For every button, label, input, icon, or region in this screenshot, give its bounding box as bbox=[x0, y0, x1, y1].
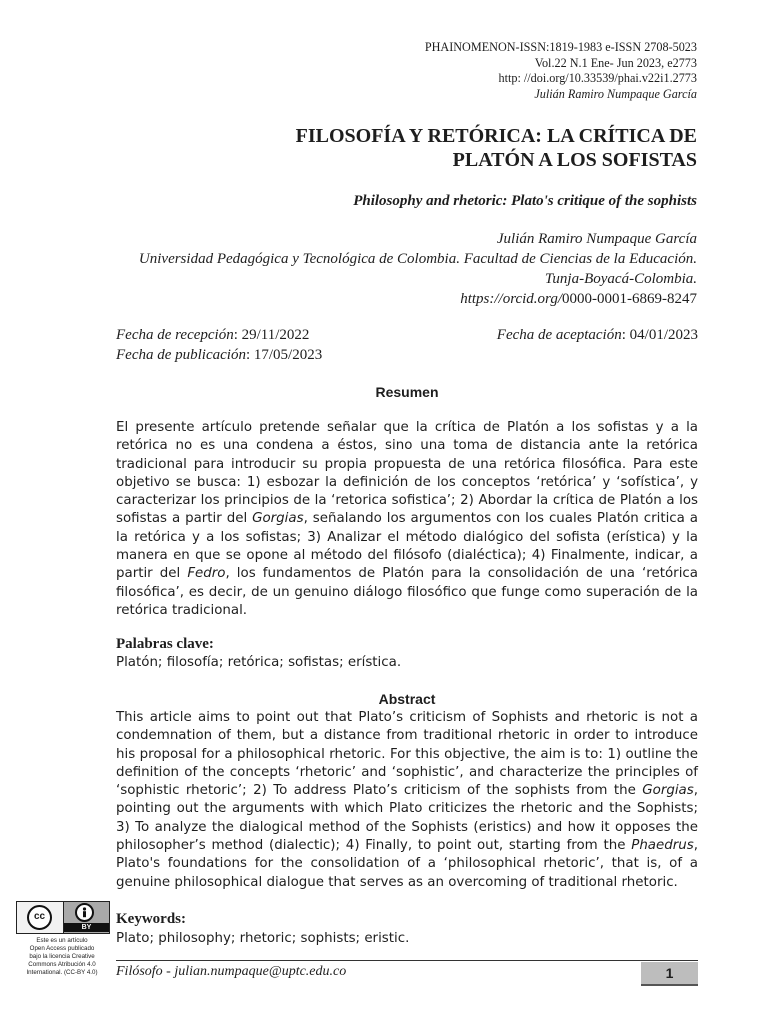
title-line-2: PLATÓN A LOS SOFISTAS bbox=[452, 149, 697, 171]
author-block bbox=[77, 229, 697, 309]
cc-icon-label: cc bbox=[33, 911, 46, 922]
accepted-value: : 04/01/2023 bbox=[621, 327, 698, 343]
by-label-bar bbox=[64, 923, 109, 932]
english-title-italic: Philosophy and rhetoric bbox=[353, 193, 503, 209]
journal-issn: PHAINOMENON-ISSN:1819-1983 e-ISSN 2708-5023 bbox=[424, 40, 697, 54]
person-icon bbox=[75, 903, 94, 922]
cc-logo-panel bbox=[17, 902, 64, 933]
cc-license bbox=[16, 901, 108, 977]
abstract-text-3: , Plato's foundations for the consolidation of a ‘philosophical rhetoric’, that is, of a genuine philosophical dialogue that serves as an overcoming of traditional rhetoric. bbox=[116, 838, 698, 890]
footer-divider bbox=[116, 960, 698, 961]
author-location: Tunja-Boyacá-Colombia. bbox=[544, 271, 697, 287]
resumen-text-3: , los fundamentos de Platón para la consolidación de una ‘retórica filosófica’, es decir, de un genuino diálogo filosófico que funge como superación de la retórica tradicional. bbox=[116, 566, 698, 618]
keywords-heading: Keywords: bbox=[116, 911, 186, 927]
resumen-fedro: Fedro bbox=[187, 566, 226, 582]
abstract-phaedrus: Phaedrus bbox=[631, 838, 694, 854]
footer-author-email: Filósofo - julian.numpaque@uptc.edu.co bbox=[116, 964, 347, 979]
resumen-text-1: El presente artículo pretende señalar que la crítica de Platón a los sofistas y a la retórica no es una condena a éstos, sino una toma de distancia ante la retórica tradicional para introducir su propia propuesta de una retórica filosófica. Para este objetivo se busca: 1) esbozar la definición de los conceptos ‘retórica’ y ‘sofística’, y caracterizar los principios de la ‘retorica sofistica’; 2) Abordar la crítica de Platón a los sofistas a partir del bbox=[116, 420, 698, 527]
palabras-clave-text: Platón; filosofía; retórica; sofistas; erística. bbox=[116, 655, 402, 670]
accepted-label: Fecha de aceptación bbox=[496, 327, 622, 343]
keywords-text: Plato; philosophy; rhetoric; sophists; eristic. bbox=[116, 931, 410, 946]
author-name: Julián Ramiro Numpaque García bbox=[496, 231, 697, 247]
title-line-1: FILOSOFÍA Y RETÓRICA: LA CRÍTICA DE bbox=[295, 125, 697, 147]
abstract-heading: Abstract bbox=[378, 691, 436, 707]
page-number: 1 bbox=[641, 962, 698, 986]
published-value: : 17/05/2023 bbox=[245, 347, 323, 363]
received-label: Fecha de recepción bbox=[116, 327, 234, 343]
dates-row-1 bbox=[116, 325, 698, 345]
person-icon-glyph bbox=[77, 905, 92, 920]
abstract-text-1: This article aims to point out that Plato’s criticism of Sophists and rhetoric is not a condemnation of them, but a distance from traditional rhetoric in order to introduce his proposal for a philosophical rhetoric. For this objective, the aim is to: 1) outline the definition of the concepts ‘rhetoric’ and ‘sophistic’, and characterize the principles of ‘sophistic rhetoric’; 2) To address Plato’s criticism of the sophists from the bbox=[116, 710, 698, 799]
abstract-paragraph bbox=[116, 709, 698, 892]
journal-metadata bbox=[425, 40, 697, 102]
english-title bbox=[137, 193, 697, 210]
license-line-2: Open Access publicado bbox=[29, 945, 95, 952]
article-title bbox=[137, 124, 697, 172]
abstract-text-2: , pointing out the arguments with which Plato criticizes the rhetoric and the Sophists; 3) To analyze the dialogical method of the Sophists (eristics) and how it opposes the philosopher’s method (dialectic); 4) Finally, to point out, starting from the bbox=[116, 783, 698, 854]
journal-volume: Vol.22 N.1 Ene- Jun 2023, e2773 bbox=[534, 55, 697, 70]
received-date bbox=[116, 325, 309, 345]
by-label: BY bbox=[81, 924, 92, 931]
orcid-link[interactable] bbox=[77, 289, 697, 309]
resumen-paragraph bbox=[116, 419, 698, 620]
cc-by-badge[interactable] bbox=[16, 901, 110, 934]
published-label: Fecha de publicación bbox=[116, 347, 246, 363]
license-line-1: Este es un artículo bbox=[36, 937, 88, 944]
orcid-id: 0000-0001-6869-8247 bbox=[562, 291, 697, 307]
resumen-gorgias: Gorgias bbox=[252, 511, 304, 527]
palabras-clave-heading: Palabras clave: bbox=[116, 636, 214, 652]
received-value: : 29/11/2022 bbox=[233, 327, 310, 343]
cc-icon bbox=[27, 905, 52, 930]
license-text bbox=[16, 937, 108, 977]
author-affiliation: Universidad Pedagógica y Tecnológica de Colombia. Facultad de Ciencias de la Educación. bbox=[138, 251, 697, 267]
english-title-rest: : Plato's critique of the sophists bbox=[502, 193, 697, 209]
license-line-3: bajo la licencia Creative bbox=[29, 953, 95, 960]
license-line-4: Commons Atribución 4.0 bbox=[28, 961, 96, 968]
accepted-date bbox=[497, 325, 698, 345]
published-date bbox=[116, 345, 698, 365]
doi-link[interactable]: http: //doi.org/10.33539/phai.v22i1.2773 bbox=[498, 71, 697, 85]
article-dates bbox=[116, 325, 698, 365]
license-line-5: International. (CC-BY 4.0) bbox=[26, 969, 98, 976]
resumen-text-2: , señalando los argumentos con los cuales Platón critica a la retórica y a los sofistas; 3) Analizar el método dialógico del sofista (erística) y la manera en que se opone al método del filósofo (dialéctica); 4) Finalmente, indicar, a partir del bbox=[116, 511, 698, 582]
orcid-prefix: https://orcid.org/ bbox=[460, 291, 562, 307]
running-author: Julián Ramiro Numpaque García bbox=[534, 86, 697, 101]
resumen-heading: Resumen bbox=[375, 384, 439, 400]
abstract-gorgias: Gorgias bbox=[642, 783, 694, 799]
